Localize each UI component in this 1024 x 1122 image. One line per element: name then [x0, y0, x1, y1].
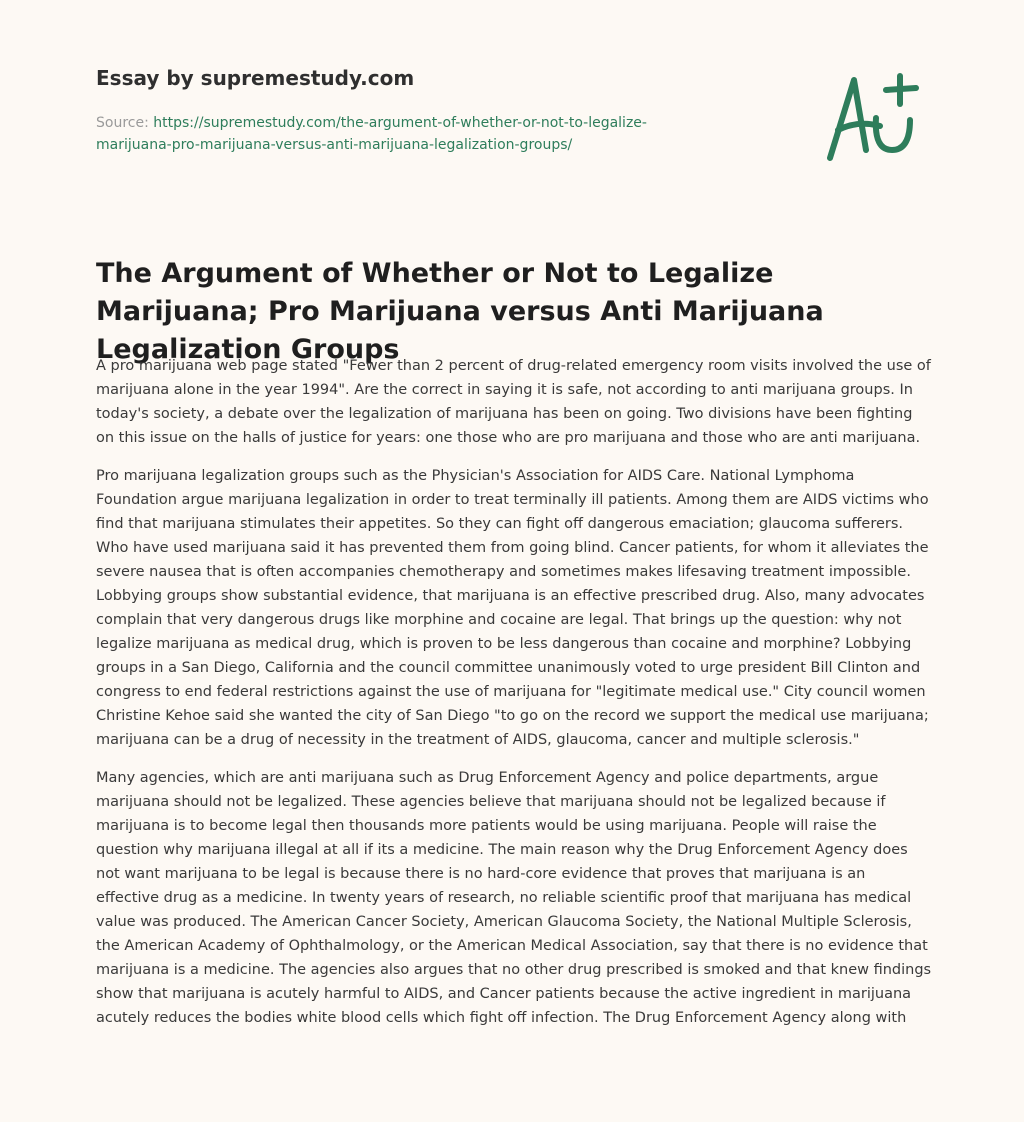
paragraph: Many agencies, which are anti marijuana such as Drug Enforcement Agency and police departments, argue marijuana should not be legalized. These agencies believe that marijuana should not be legalized because if marijuana is to become legal then thousands more patients would be using marijuana. People will raise the question why marijuana illegal at all if its a medicine. The main reason why the Drug Enforcement Agency does not want marijuana to be legal is because there is no hard-core evidence that proves that marijuana is an effective drug as a medicine. In twenty years of research, no reliable scientific proof that marijuana has medical value was produced. The American Cancer Society, American Glaucoma Society, the National Multiple Sclerosis, the American Academy of Ophthalmology, or the American Medical Association, say that there is no evidence that marijuana is a medicine. The agencies also argues that no other drug prescribed is smoked and that knew findings show that marijuana is acutely harmful to AIDS, and Cancer patients because the active ingredient in marijuana acutely reduces the bodies white blood cells which fight off infection. The Drug Enforcement Agency along with — [96, 770, 932, 1026]
a-plus-logo-icon — [818, 66, 928, 166]
source-link-line2: marijuana-pro-marijuana-versus-anti-marijuana-legalization-groups/ — [96, 137, 573, 153]
source-link[interactable] — [96, 115, 647, 153]
source-link-line1: https://supremestudy.com/the-argument-of-whether-or-not-to-legalize- — [153, 115, 647, 131]
site-brand: Essay by supremestudy.com — [96, 66, 415, 90]
article-body — [96, 354, 932, 1044]
source-label: Source: — [96, 115, 149, 131]
source-line — [96, 112, 716, 156]
article-title: The Argument of Whether or Not to Legalize Marijuana; Pro Marijuana versus Anti Marijuana Legalization Groups — [96, 258, 824, 365]
paragraph: Pro marijuana legalization groups such as the Physician's Association for AIDS Care. National Lymphoma Foundation argue marijuana legalization in order to treat terminally ill patients. Among them are AIDS victims who find that marijuana stimulates their appetites. So they can fight off dangerous emaciation; glaucoma sufferers. Who have used marijuana said it has prevented them from going blind. Cancer patients, for whom it alleviates the severe nausea that is often accompanies chemotherapy and sometimes makes lifesaving treatment impossible. Lobbying groups show substantial evidence, that marijuana is an effective prescribed drug. Also, many advocates complain that very dangerous drugs like morphine and cocaine are legal. That brings up the question: why not legalize marijuana as medical drug, which is proven to be less dangerous than cocaine and morphine? Lobbying groups in a San Diego, California and the council committee unanimously voted to urge president Bill Clinton and congress to end federal restrictions against the use of marijuana for "legitimate medical use." City council women Christine Kehoe said she wanted the city of San Diego "to go on the record we support the medical use marijuana; marijuana can be a drug of necessity in the treatment of AIDS, glaucoma, cancer and multiple sclerosis." — [96, 468, 929, 748]
paragraph: A pro marijuana web page stated "Fewer than 2 percent of drug-related emergency room visits involved the use of marijuana alone in the year 1994". Are the correct in saying it is safe, not according to anti marijuana groups. In today's society, a debate over the legalization of marijuana has been on going. Two divisions have been fighting on this issue on the halls of justice for years: one those who are pro marijuana and those who are anti marijuana. — [96, 358, 931, 446]
